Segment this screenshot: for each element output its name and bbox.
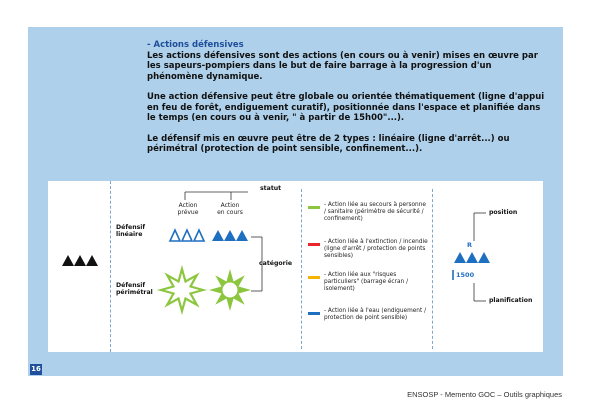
paragraph-3: Le défensif mis en œuvre peut être de 2 types : linéaire (ligne d'arrêt...) ou périmétral (protection de point sensible, confinement...). xyxy=(147,133,510,154)
text-block xyxy=(147,40,547,165)
legend-text-3: - Action liée aux "risques particuliers" (barrage écran / isolement) xyxy=(324,272,409,292)
action-en-cours-label: Action en cours xyxy=(217,202,243,216)
section-heading: - Actions défensives xyxy=(147,40,244,50)
categorie-label: catégorie xyxy=(259,260,293,267)
position-label: position xyxy=(489,209,518,216)
defensif-perimetral-label: Défensif périmétral xyxy=(116,282,153,297)
legend-bar-3 xyxy=(308,276,320,279)
ongoing-perimeter-icon xyxy=(208,268,252,312)
symbol-letter: R xyxy=(467,241,473,249)
legend-text-4: - Action liée à l'eau (endiguement / protection de point sensible) xyxy=(324,308,427,321)
separator-3 xyxy=(432,189,433,349)
legend-text-2: - Action liée à l'extinction / incendie (ligne d'arrêt / protection de points sensibles) xyxy=(324,239,428,259)
legend-bar-4 xyxy=(308,312,320,315)
planned-perimeter-icon xyxy=(160,268,204,312)
planification-label: planification xyxy=(489,297,533,304)
legend-text-1: - Action liée au secours à personne / sanitaire (périmètre de sécurité / confinement) xyxy=(324,202,426,222)
action-prevue-label: Action prévue xyxy=(177,202,199,216)
paragraph-1: Les actions défensives sont des actions (en cours ou à venir) mises en œuvre par les sapeurs-pompiers dans le but de faire barrage à la progression d'un phénomène dynamique. xyxy=(147,50,538,82)
paragraph-2: Une action défensive peut être globale ou orientée thématiquement (ligne d'appui en feu de forêt, endiguement curatif), positionnée dans l'espace et planifiée dans le temps (en cours ou à venir, " à partir de 15h00"...). xyxy=(147,92,545,123)
statut-label: statut xyxy=(260,185,282,192)
page-number: 16 xyxy=(31,365,41,373)
defensif-lineaire-label: Défensif linéaire xyxy=(116,224,146,239)
legend-bar-1 xyxy=(308,206,320,209)
positioned-symbol-icon xyxy=(444,201,534,311)
footer-text: ENSOSP - Memento GOC – Outils graphiques xyxy=(407,390,562,399)
legend-bar-2 xyxy=(308,243,320,246)
symbol-diagram xyxy=(48,181,543,352)
symbol-time: 1500 xyxy=(456,271,475,279)
